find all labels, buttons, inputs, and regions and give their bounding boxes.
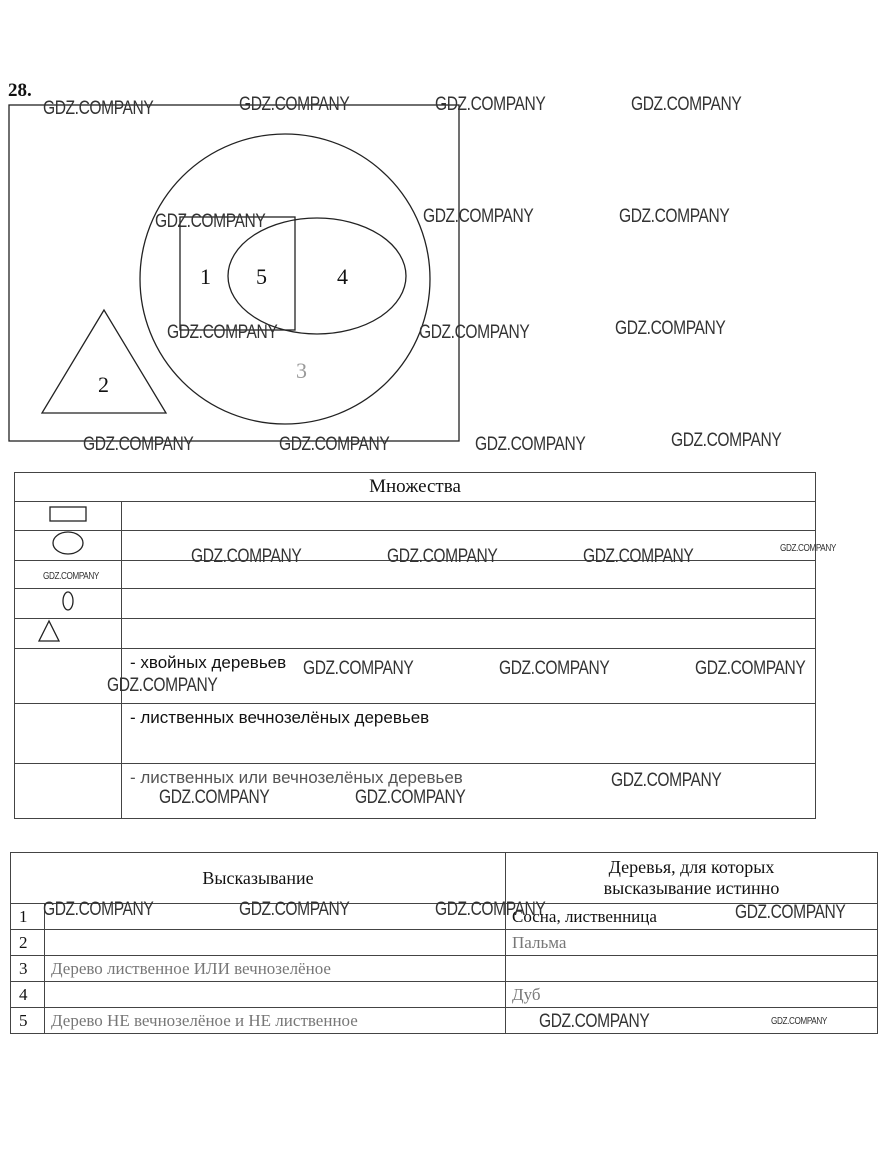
watermark: GDZ.COMPANY bbox=[671, 430, 782, 451]
watermark: GDZ.COMPANY bbox=[191, 546, 302, 567]
blank-symbol bbox=[15, 704, 122, 764]
watermark: GDZ.COMPANY bbox=[239, 899, 350, 920]
watermark: GDZ.COMPANY bbox=[355, 787, 466, 808]
rectangle-icon bbox=[48, 505, 88, 523]
watermark: GDZ.COMPANY bbox=[539, 1011, 650, 1032]
table-row bbox=[11, 982, 878, 1008]
watermark: GDZ.COMPANY bbox=[279, 434, 390, 455]
watermark: GDZ.COMPANY bbox=[435, 899, 546, 920]
row-number: 3 bbox=[11, 956, 45, 982]
circle-symbol bbox=[15, 531, 122, 561]
statement-cell: Дерево НЕ вечнозелёное и НЕ лиственное bbox=[45, 1008, 506, 1034]
watermark: GDZ.COMPANY bbox=[475, 434, 586, 455]
header-trees bbox=[506, 853, 878, 904]
watermark: GDZ.COMPANY bbox=[303, 658, 414, 679]
watermark: GDZ.COMPANY bbox=[43, 98, 154, 119]
watermark: GDZ.COMPANY bbox=[583, 546, 694, 567]
header-statement: Высказывание bbox=[11, 853, 506, 904]
sets-header: Множества bbox=[15, 473, 816, 502]
trees-cell: Дуб bbox=[506, 982, 878, 1008]
problem-number: 28. bbox=[8, 80, 32, 101]
set-description-deciduous-or-evergreen: - лиственных или вечнозелёных деревьев bbox=[122, 764, 816, 819]
row-number: 5 bbox=[11, 1008, 45, 1034]
statement-cell bbox=[45, 930, 506, 956]
watermark: GDZ.COMPANY bbox=[43, 899, 154, 920]
watermark: GDZ.COMPANY bbox=[107, 675, 218, 696]
region-label-5: 5 bbox=[256, 264, 267, 289]
watermark: GDZ.COMPANY bbox=[167, 322, 278, 343]
set-description-deciduous-evergreen: - лиственных вечнозелёных деревьев bbox=[122, 704, 816, 764]
statements-table bbox=[10, 852, 878, 1034]
row-number: 2 bbox=[11, 930, 45, 956]
trees-cell: Пальма bbox=[506, 930, 878, 956]
sets-table bbox=[14, 472, 816, 819]
statement-cell: Дерево лиственное ИЛИ вечнозелёное bbox=[45, 956, 506, 982]
row-number: 1 bbox=[11, 904, 45, 930]
trees-cell bbox=[506, 956, 878, 982]
triangle-icon bbox=[37, 619, 61, 643]
statement-cell bbox=[45, 982, 506, 1008]
header-trees-line2: высказывание истинно bbox=[603, 878, 780, 898]
circle-icon bbox=[51, 531, 85, 555]
oval-symbol bbox=[15, 589, 122, 619]
outer-rectangle bbox=[9, 105, 459, 441]
table-row bbox=[11, 1008, 878, 1034]
row-number: 4 bbox=[11, 982, 45, 1008]
watermark: GDZ.COMPANY bbox=[780, 543, 836, 554]
set-description bbox=[122, 589, 816, 619]
watermark: GDZ.COMPANY bbox=[631, 94, 742, 115]
table-row bbox=[11, 956, 878, 982]
watermark: GDZ.COMPANY bbox=[619, 206, 730, 227]
set-description bbox=[122, 619, 816, 649]
region-label-2: 2 bbox=[98, 372, 109, 397]
triangle-symbol bbox=[15, 619, 122, 649]
inner-oval bbox=[228, 218, 406, 334]
watermark: GDZ.COMPANY bbox=[435, 94, 546, 115]
trees-cell: Сосна, лиственница bbox=[506, 904, 878, 930]
watermark: GDZ.COMPANY bbox=[771, 1016, 827, 1027]
watermark: GDZ.COMPANY bbox=[695, 658, 806, 679]
watermark: GDZ.COMPANY bbox=[159, 787, 270, 808]
blank-symbol bbox=[15, 764, 122, 819]
watermark: GDZ.COMPANY bbox=[423, 206, 534, 227]
rectangle-symbol bbox=[15, 502, 122, 531]
header-trees-line1: Деревья, для которых bbox=[608, 857, 775, 877]
region-label-3: 3 bbox=[296, 358, 307, 383]
set-description-coniferous: - хвойных деревьев bbox=[122, 649, 816, 704]
table-row bbox=[11, 930, 878, 956]
venn-diagram bbox=[0, 100, 470, 445]
watermark: GDZ.COMPANY bbox=[43, 571, 99, 582]
watermark: GDZ.COMPANY bbox=[735, 902, 846, 923]
watermark: GDZ.COMPANY bbox=[499, 658, 610, 679]
big-circle bbox=[140, 134, 430, 424]
oval-icon bbox=[60, 589, 76, 613]
watermark: GDZ.COMPANY bbox=[155, 211, 266, 232]
watermark: GDZ.COMPANY bbox=[387, 546, 498, 567]
region-label-4: 4 bbox=[337, 264, 348, 289]
watermark: GDZ.COMPANY bbox=[419, 322, 530, 343]
watermark: GDZ.COMPANY bbox=[239, 94, 350, 115]
watermark: GDZ.COMPANY bbox=[83, 434, 194, 455]
set-description bbox=[122, 502, 816, 531]
inner-square bbox=[180, 217, 295, 330]
region-label-1: 1 bbox=[200, 264, 211, 289]
watermark: GDZ.COMPANY bbox=[611, 770, 722, 791]
blank-symbol bbox=[15, 649, 122, 704]
watermark: GDZ.COMPANY bbox=[615, 318, 726, 339]
